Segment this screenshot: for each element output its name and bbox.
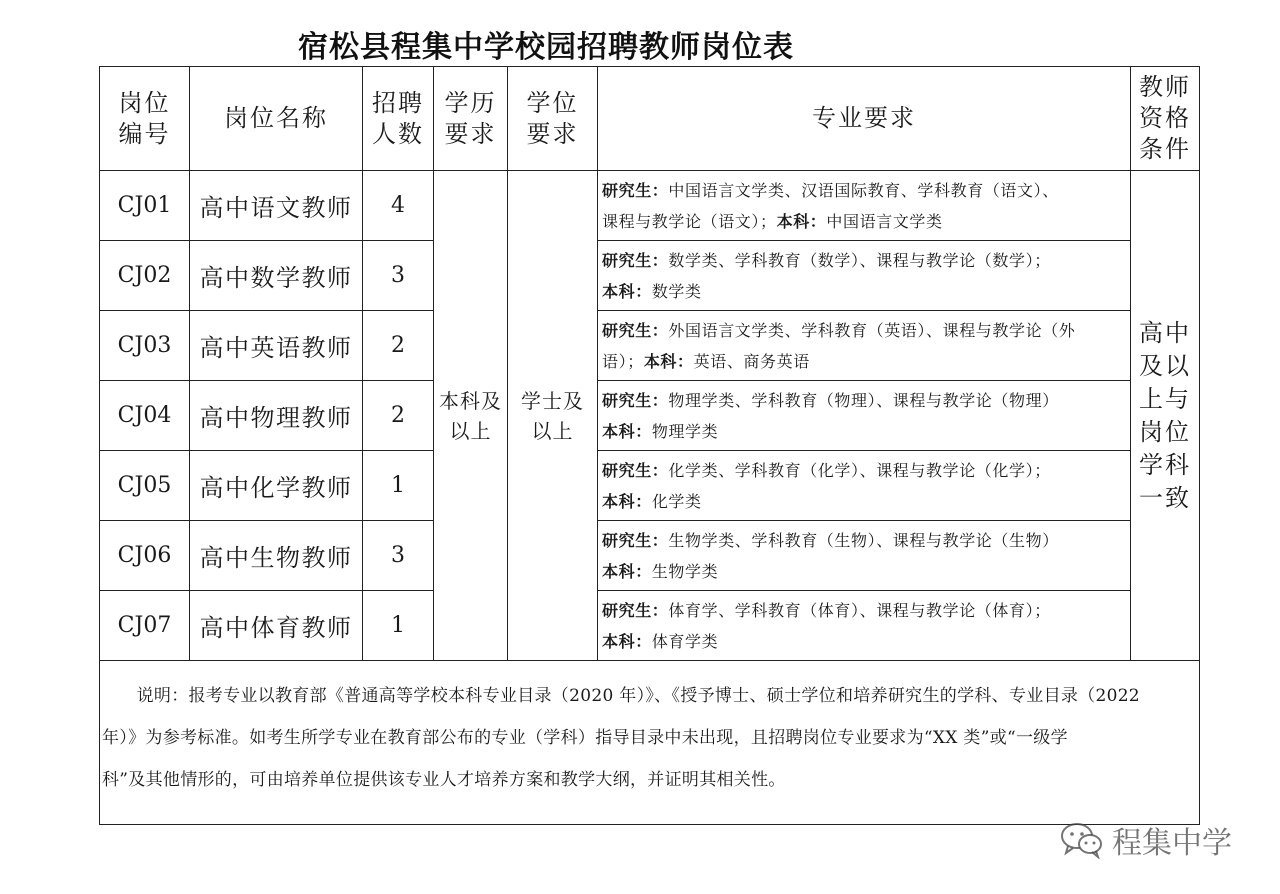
- grad-majors: 体育学、学科教育（体育）、课程与教学论（体育）；: [668, 600, 1051, 620]
- grad-majors: 化学类、学科教育（化学）、课程与教学论（化学）；: [668, 460, 1051, 480]
- grad-label: 研究生：: [602, 460, 669, 480]
- position-code: CJ02: [100, 241, 190, 311]
- undergrad-majors: 中国语言文学类: [826, 211, 943, 231]
- major-requirement: [598, 241, 1131, 311]
- header-degree: 学位 要求: [508, 67, 598, 171]
- position-code: CJ05: [100, 451, 190, 521]
- position-code: CJ01: [100, 171, 190, 241]
- header-major: 专业要求: [598, 67, 1131, 171]
- header-qualification: 教师 资格 条件: [1131, 67, 1200, 171]
- major-requirement: [598, 171, 1131, 241]
- hire-count: 1: [363, 451, 434, 521]
- undergrad-majors: 物理学类: [651, 421, 719, 441]
- hire-count: 3: [363, 521, 434, 591]
- position-code: CJ04: [100, 381, 190, 451]
- position-code: CJ06: [100, 521, 190, 591]
- recruitment-table: [99, 66, 1200, 825]
- undergrad-majors: 化学类: [651, 491, 702, 511]
- table-row: [100, 241, 1200, 311]
- watermark-text: 程集中学: [1112, 826, 1232, 861]
- grad-majors: 数学类、学科教育（数学）、课程与教学论（数学）；: [668, 250, 1051, 270]
- table-row: [100, 381, 1200, 451]
- position-name: 高中英语教师: [190, 311, 363, 381]
- hire-count: 1: [363, 591, 434, 661]
- major-requirement: [598, 381, 1131, 451]
- note-line: 科”及其他情形的，可由培养单位提供该专业人才培养方案和教学大纲，并证明其相关性。: [102, 770, 786, 790]
- header-position-code: 岗位 编号: [100, 67, 190, 171]
- note-row: [100, 661, 1200, 825]
- grad-majors-cont: 课程与教学论（语文）；: [602, 211, 777, 231]
- explanation-note: [100, 661, 1200, 825]
- undergrad-majors: 英语、商务英语: [693, 351, 810, 371]
- grad-majors-cont: 语）；: [602, 351, 644, 371]
- undergrad-majors: 数学类: [651, 281, 702, 301]
- header-education: 学历 要求: [434, 67, 508, 171]
- position-name: 高中数学教师: [190, 241, 363, 311]
- header-position-name: 岗位名称: [190, 67, 363, 171]
- table-header-row: [100, 67, 1200, 171]
- position-name: 高中化学教师: [190, 451, 363, 521]
- grad-majors: 中国语言文学类、汉语国际教育、学科教育（语文）、: [668, 180, 1059, 200]
- watermark: [1060, 818, 1232, 862]
- major-requirement: [598, 591, 1131, 661]
- hire-count: 4: [363, 171, 434, 241]
- page-title: 宿松县程集中学校园招聘教师岗位表: [298, 30, 794, 65]
- table-row: [100, 311, 1200, 381]
- degree-requirement: 学士及 以上: [508, 171, 598, 661]
- table-row: [100, 171, 1200, 241]
- hire-count: 2: [363, 381, 434, 451]
- grad-label: 研究生：: [602, 320, 669, 340]
- position-name: 高中体育教师: [190, 591, 363, 661]
- undergrad-label: 本科：: [602, 421, 652, 441]
- major-requirement: [598, 451, 1131, 521]
- undergrad-majors: 体育学类: [651, 631, 719, 651]
- table-row: [100, 521, 1200, 591]
- position-code: CJ03: [100, 311, 190, 381]
- hire-count: 2: [363, 311, 434, 381]
- grad-label: 研究生：: [602, 530, 669, 550]
- table-row: [100, 451, 1200, 521]
- undergrad-label: 本科：: [602, 561, 652, 581]
- note-line: 年）》为参考标准。如考生所学专业在教育部公布的专业（学科）指导目录中未出现，且招聘岗位专业要求为“XX 类”或“一级学: [102, 728, 1068, 748]
- wechat-icon: [1060, 821, 1104, 859]
- position-code: CJ07: [100, 591, 190, 661]
- grad-majors: 外国语言文学类、学科教育（英语）、课程与教学论（外: [668, 320, 1076, 340]
- undergrad-label: 本科：: [602, 631, 652, 651]
- undergrad-label: 本科：: [643, 351, 694, 371]
- major-requirement: [598, 521, 1131, 591]
- header-hire-count: 招聘 人数: [363, 67, 434, 171]
- position-name: 高中物理教师: [190, 381, 363, 451]
- qualification-requirement: 高中 及以 上与 岗位 学科 一致: [1131, 171, 1200, 661]
- position-name: 高中语文教师: [190, 171, 363, 241]
- grad-majors: 物理学类、学科教育（物理）、课程与教学论（物理）: [668, 390, 1059, 410]
- grad-label: 研究生：: [602, 180, 669, 200]
- major-requirement: [598, 311, 1131, 381]
- grad-label: 研究生：: [602, 600, 669, 620]
- undergrad-label: 本科：: [602, 491, 652, 511]
- table-row: [100, 591, 1200, 661]
- undergrad-label: 本科：: [602, 281, 652, 301]
- grad-label: 研究生：: [602, 250, 669, 270]
- undergrad-label: 本科：: [776, 211, 827, 231]
- position-name: 高中生物教师: [190, 521, 363, 591]
- grad-label: 研究生：: [602, 390, 669, 410]
- grad-majors: 生物学类、学科教育（生物）、课程与教学论（生物）: [668, 530, 1059, 550]
- undergrad-majors: 生物学类: [651, 561, 719, 581]
- note-line: 说明：报考专业以教育部《普通高等学校本科专业目录（2020 年）》、《授予博士、硕士学位和培养研究生的学科、专业目录（2022: [102, 686, 1140, 706]
- education-requirement: 本科及 以上: [434, 171, 508, 661]
- hire-count: 3: [363, 241, 434, 311]
